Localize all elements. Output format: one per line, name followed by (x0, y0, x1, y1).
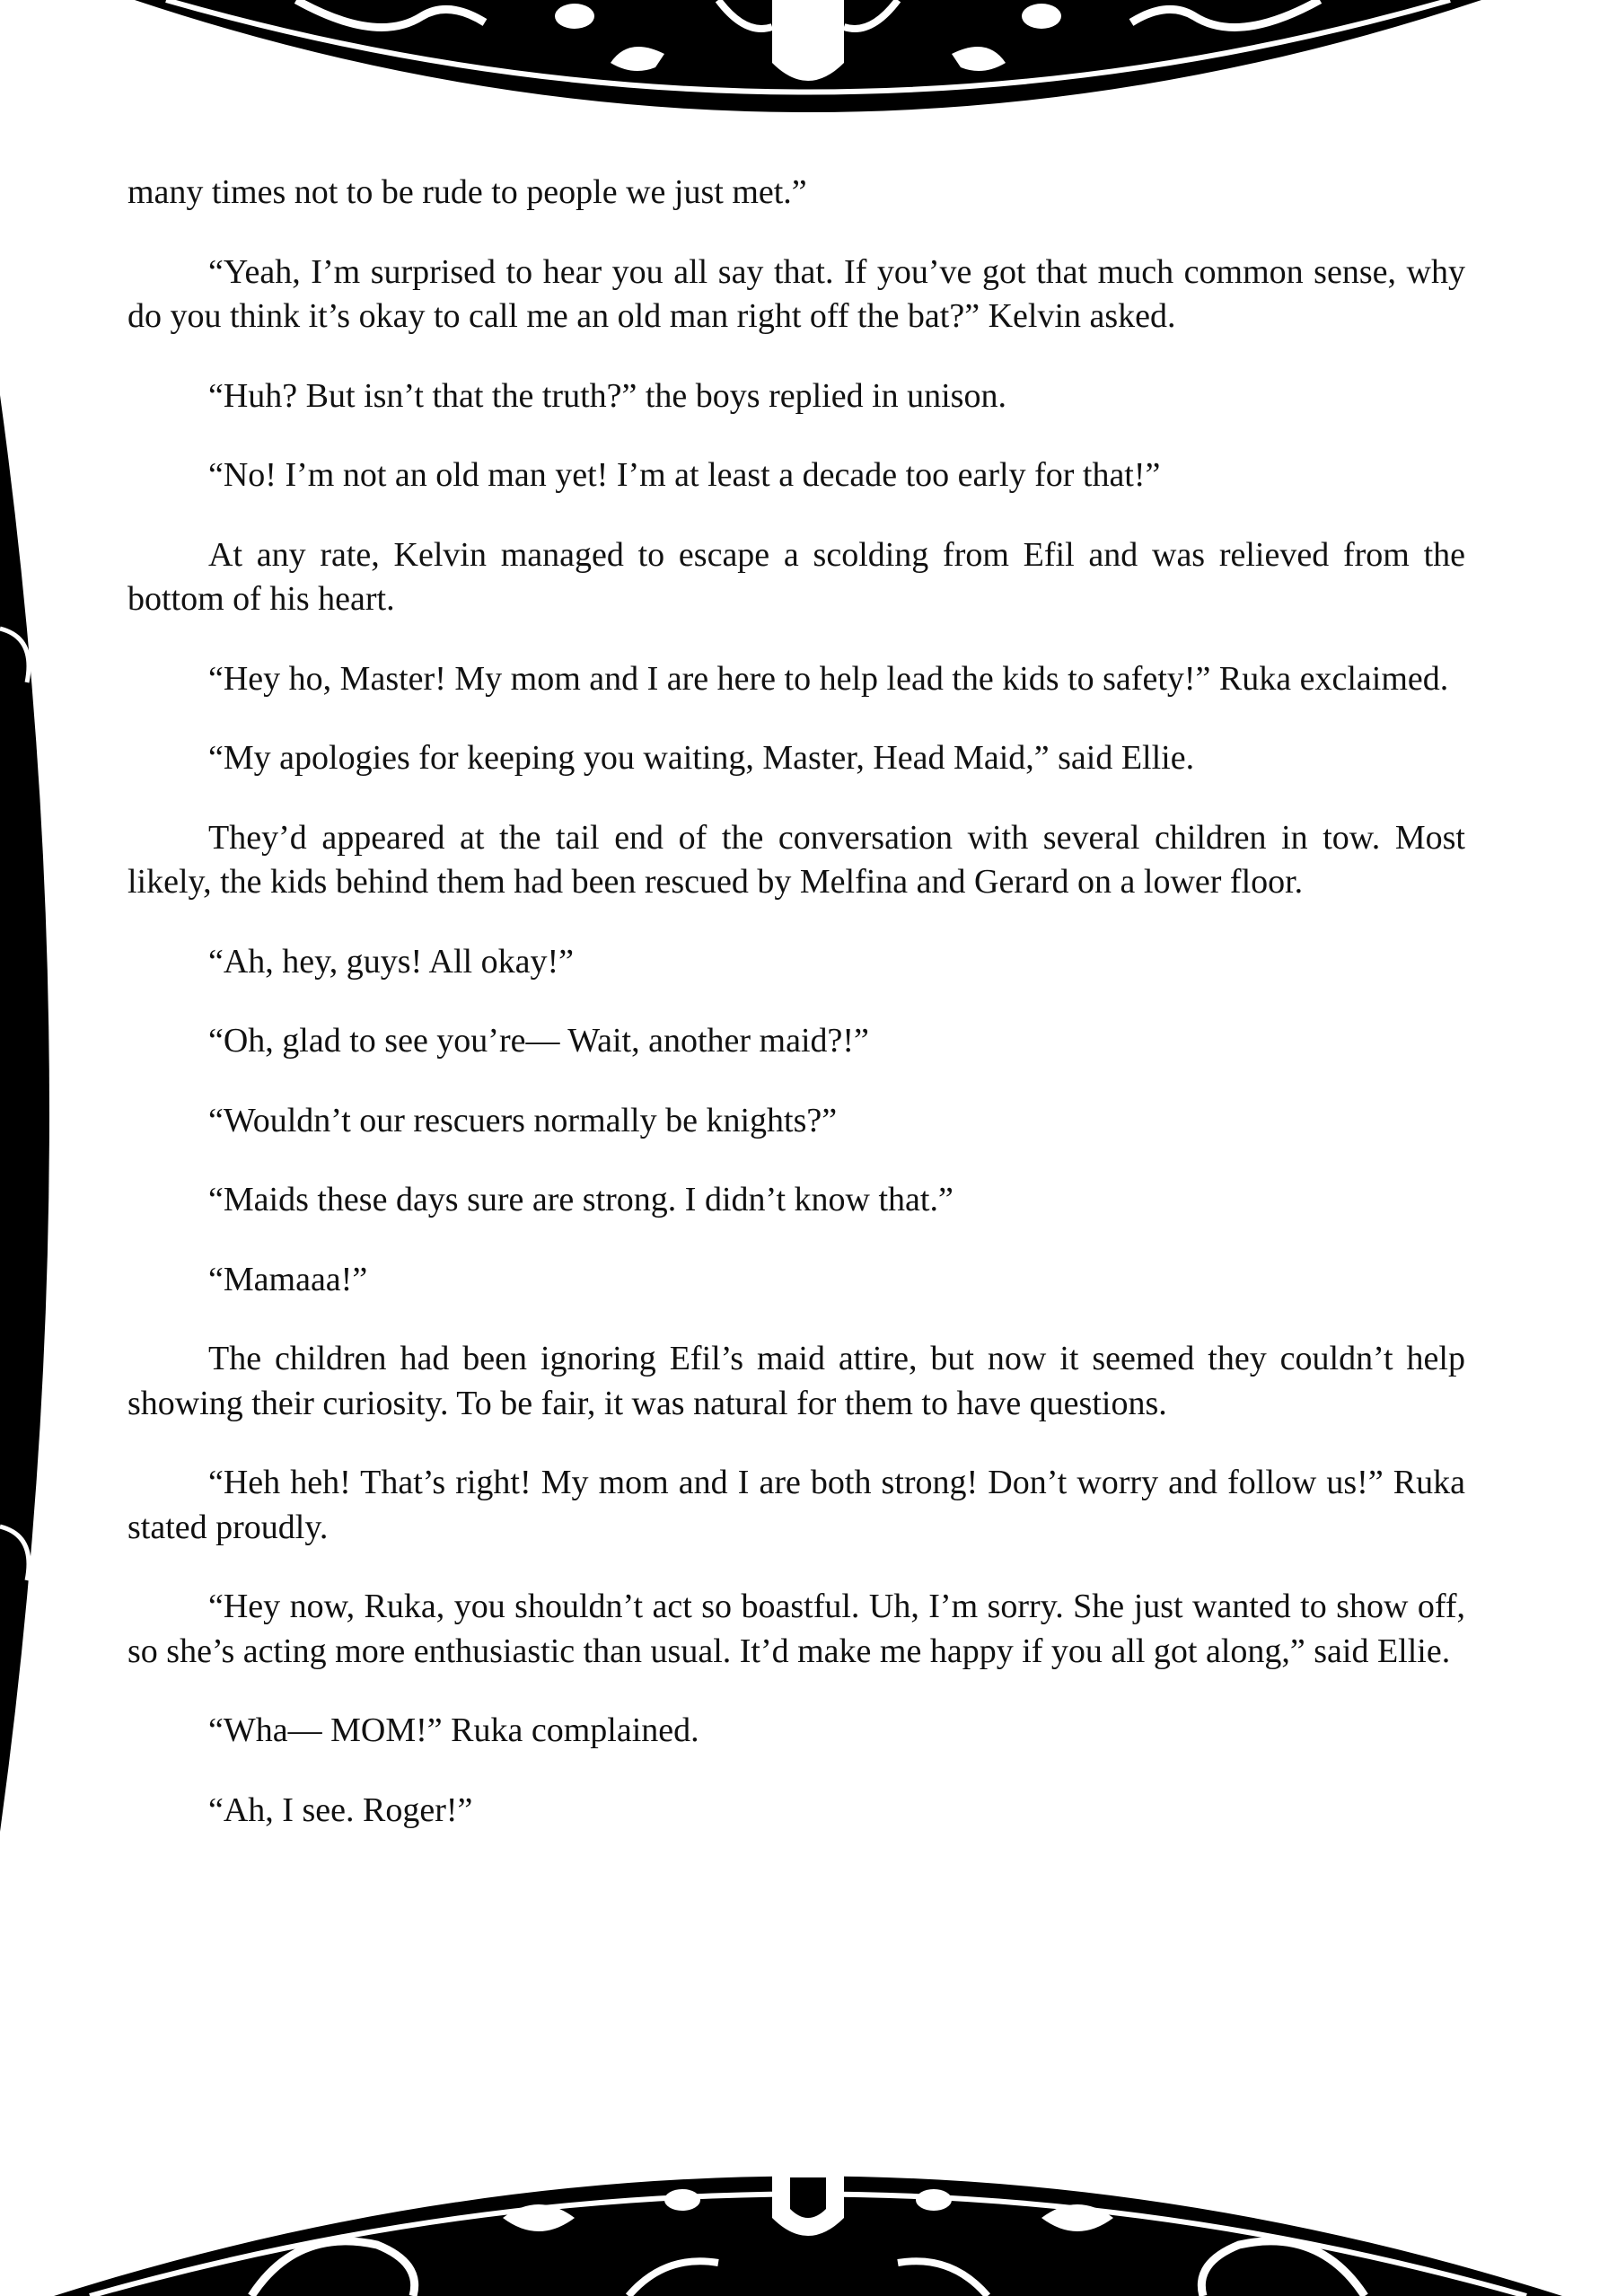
paragraph: “Yeah, I’m surprised to hear you all say that. If you’ve got that much common sense, why do you think it’s okay to call me an old man right off the bat?” Kelvin asked. (127, 252, 1465, 335)
paragraph: At any rate, Kelvin managed to escape a scolding from Efil and was relieved from the bottom of his heart. (127, 535, 1465, 618)
paragraph: “Wouldn’t our rescuers normally be knights?” (208, 1101, 838, 1139)
paragraph: “Hey now, Ruka, you shouldn’t act so boastful. Uh, I’m sorry. She just wanted to show off, so she’s acting more enthusiastic than usual. It’d make me happy if you all got along,” said Ellie. (127, 1588, 1465, 1670)
paragraph: many times not to be rude to people we just met.” (127, 173, 807, 211)
paragraph: “Heh heh! That’s right! My mom and I are both strong! Don’t worry and follow us!” Ruka stated proudly. (127, 1464, 1465, 1546)
paragraph: The children had been ignoring Efil’s maid attire, but now it seemed they couldn’t help showing their curiosity. To be fair, it was natural for them to have questions. (127, 1340, 1465, 1422)
paragraph: “Wha— MOM!” Ruka complained. (208, 1711, 699, 1749)
paragraph: “My apologies for keeping you waiting, Master, Head Maid,” said Ellie. (208, 739, 1195, 777)
body-text (127, 171, 1465, 1868)
paragraph: “No! I’m not an old man yet! I’m at least a decade too early for that!” (208, 456, 1161, 494)
paragraph: “Huh? But isn’t that the truth?” the boys replied in unison. (208, 376, 1006, 415)
paragraph: “Hey ho, Master! My mom and I are here to help lead the kids to safety!” Ruka exclaimed. (208, 659, 1449, 698)
paragraph: “Maids these days sure are strong. I didn’t know that.” (208, 1181, 954, 1218)
paragraph: “Mamaaa!” (208, 1260, 368, 1298)
paragraph: They’d appeared at the tail end of the conversation with several children in tow. Most likely, the kids behind them had been rescued by Melfina and Gerard on a lower floor. (127, 818, 1465, 901)
left-ornament (0, 359, 99, 1868)
paragraph: “Oh, glad to see you’re— Wait, another maid?!” (208, 1022, 869, 1060)
paragraph: “Ah, hey, guys! All okay!” (208, 942, 574, 981)
paragraph: “Ah, I see. Roger!” (208, 1790, 473, 1829)
top-ornament (0, 0, 1617, 171)
bottom-ornament (0, 2092, 1617, 2296)
